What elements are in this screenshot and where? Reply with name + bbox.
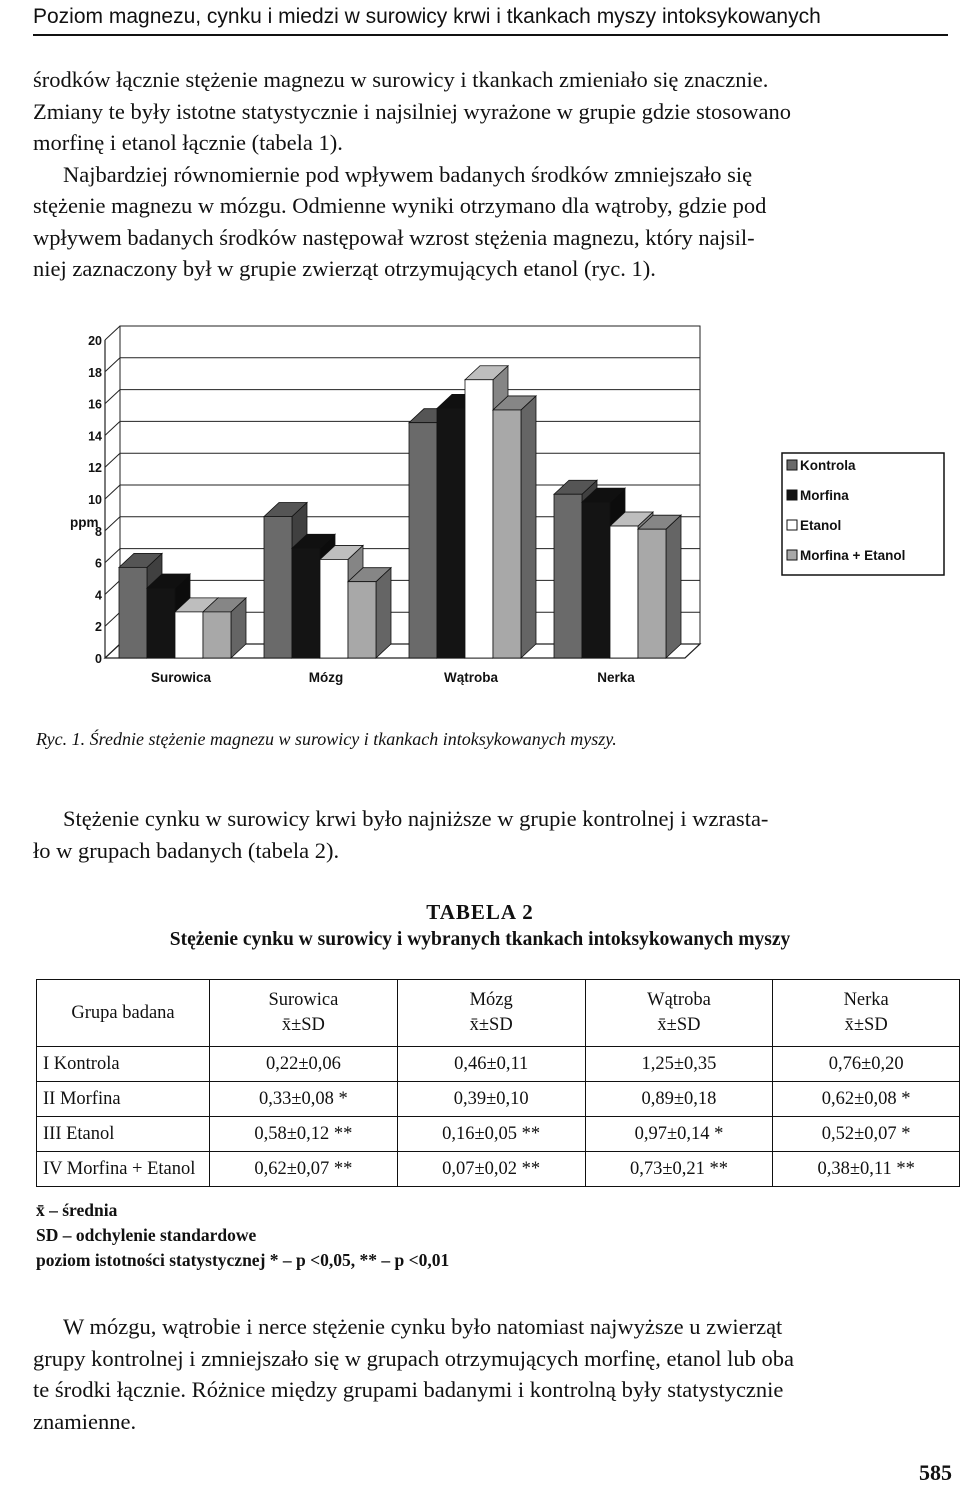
table-cell: 0,97±0,14 * [585, 1117, 773, 1152]
bar [264, 516, 292, 658]
paragraph-line: Zmiany te były istotne statystycznie i najsilniej wyrażone w grupie gdzie stosowano [33, 98, 791, 124]
paragraph-zinc-tissues [33, 1311, 958, 1437]
table-row [37, 1152, 960, 1187]
y-tick-label: 4 [95, 588, 102, 603]
table-notes [36, 1198, 449, 1273]
row-label: IV Morfina + Etanol [37, 1152, 210, 1187]
bar [465, 380, 493, 658]
column-name: Mózg [469, 990, 513, 1010]
paragraph-magnesium [33, 64, 958, 285]
x-tick-label: Surowica [150, 670, 212, 685]
paragraph-line: grupy kontrolnej i zmniejszało się w grupach otrzymujących morfinę, etanol lub oba [33, 1345, 795, 1371]
legend-label: Etanol [800, 518, 842, 533]
bar [147, 588, 175, 658]
table-cell: 0,58±0,12 ** [210, 1117, 398, 1152]
y-tick-label: 2 [95, 620, 102, 635]
bar-side [521, 396, 536, 658]
note-line: SD – odchylenie standardowe [36, 1225, 257, 1245]
zinc-table [36, 979, 960, 1187]
gridline-diagonal [105, 453, 120, 467]
x-tick-label: Mózg [308, 670, 344, 685]
y-tick-label: 10 [88, 493, 102, 507]
bar [554, 494, 582, 658]
legend-label: Morfina [800, 488, 849, 503]
table-cell: 0,76±0,20 [773, 1047, 960, 1082]
column-name: Wątroba [647, 990, 711, 1010]
y-tick-label: 8 [95, 524, 102, 539]
row-label: III Etanol [37, 1117, 210, 1152]
table-cell: 0,39±0,10 [397, 1082, 585, 1117]
running-header: Poziom magnezu, cynku i miedzi w surowicy krwi i tkankach myszy intoksykowanych [33, 2, 948, 36]
column-sub: x̄±SD [281, 1015, 325, 1035]
gridline-diagonal [105, 390, 120, 404]
paragraph-line: środków łącznie stężenie magnezu w surowicy i tkankach zmieniało się znacznie. [33, 67, 769, 92]
bar [638, 529, 666, 658]
paragraph-line: W mózgu, wątrobie i nerce stężenie cynku było natomiast najwyższe u zwierząt [63, 1314, 783, 1339]
paragraph-line: Stężenie cynku w surowicy krwi było najniższe w grupie kontrolnej i wzrasta- [63, 806, 769, 831]
legend-label: Morfina + Etanol [800, 548, 906, 563]
page-number: 585 [919, 1460, 952, 1485]
legend-swatch [787, 490, 797, 500]
table-row [37, 1117, 960, 1152]
note-line: x̄ – średnia [36, 1200, 118, 1220]
legend-swatch [787, 550, 797, 560]
paragraph-line: Najbardziej równomiernie pod wpływem badanych środków zmniejszało się [63, 161, 753, 187]
table-cell: 0,16±0,05 ** [397, 1117, 585, 1152]
row-label: II Morfina [37, 1082, 210, 1117]
bar [610, 526, 638, 658]
y-tick-label: 0 [95, 652, 102, 666]
gridline-diagonal [105, 485, 120, 499]
table-cell: 0,73±0,21 ** [585, 1152, 773, 1187]
gridline-diagonal [105, 612, 120, 626]
column-sub: x̄±SD [844, 1015, 888, 1035]
legend-swatch [787, 460, 797, 470]
y-tick-label: 12 [88, 461, 102, 476]
column-name: Surowica [268, 990, 339, 1010]
bar [119, 567, 147, 658]
bar-side [666, 515, 681, 658]
y-tick-label: 14 [88, 429, 102, 444]
table-cell: 0,33±0,08 * [210, 1082, 398, 1117]
x-tick-label: Nerka [597, 670, 635, 685]
paragraph-line: morfinę i etanol łącznie (tabela 1). [33, 130, 343, 155]
y-axis-label: ppm [70, 514, 99, 530]
paragraph-line: ło w grupach badanych (tabela 2). [33, 837, 340, 863]
paragraph-line: stężenie magnezu w mózgu. Odmienne wyniki otrzymano dla wątroby, gdzie pod [33, 193, 767, 218]
bar [409, 423, 437, 658]
table-label: TABELA 2 [426, 900, 534, 924]
column-name: Nerka [843, 990, 889, 1010]
bar [348, 582, 376, 658]
bar [320, 559, 348, 658]
header-column [210, 980, 398, 1047]
table-cell: 0,62±0,07 ** [210, 1152, 398, 1187]
gridline-diagonal [105, 358, 120, 372]
gridline-diagonal [105, 421, 120, 435]
bar [203, 612, 231, 658]
header-column [585, 980, 773, 1047]
table-header-row [37, 980, 960, 1047]
gridline-diagonal [105, 580, 120, 594]
table-title: Stężenie cynku w surowicy i wybranych tkankach intoksykowanych myszy [169, 929, 791, 950]
legend-label: Kontrola [800, 458, 856, 473]
y-tick-label: 18 [88, 365, 102, 380]
paragraph-line: wpływem badanych środków następował wzrost stężenia magnezu, który najsil- [33, 224, 755, 250]
header-column [397, 980, 585, 1047]
row-label: I Kontrola [37, 1047, 210, 1082]
bar [437, 408, 465, 658]
gridline-diagonal [105, 326, 120, 340]
table-row [37, 1082, 960, 1117]
bar-side [376, 568, 391, 658]
table-cell: 0,38±0,11 ** [773, 1152, 960, 1187]
column-sub: x̄±SD [469, 1015, 513, 1035]
bar [292, 548, 320, 658]
header-column [773, 980, 960, 1047]
y-tick-label: 16 [88, 397, 102, 412]
table-cell: 0,07±0,02 ** [397, 1152, 585, 1187]
bar [493, 410, 521, 658]
x-tick-label: Wątroba [444, 670, 498, 685]
table-cell: 0,46±0,11 [397, 1047, 585, 1082]
table-row [37, 1047, 960, 1082]
paragraph-line: niej zaznaczony był w grupie zwierząt otrzymujących etanol (ryc. 1). [33, 256, 656, 281]
column-sub: x̄±SD [657, 1015, 701, 1035]
bar [582, 502, 610, 658]
gridline-diagonal [105, 517, 120, 531]
legend-swatch [787, 520, 797, 530]
table-cell: 0,89±0,18 [585, 1082, 773, 1117]
note-line: poziom istotności statystycznej * – p <0,05, ** – p <0,01 [36, 1250, 450, 1270]
table-cell: 0,62±0,08 * [773, 1082, 960, 1117]
gridline-diagonal [105, 549, 120, 563]
y-tick-label: 20 [88, 334, 102, 348]
paragraph-zinc-serum [33, 803, 958, 866]
bar [175, 612, 203, 658]
figure-caption: Ryc. 1. Średnie stężenie magnezu w surowicy i tkankach intoksykowanych myszy. [36, 729, 617, 749]
magnesium-bar-chart [60, 320, 950, 705]
table-cell: 0,22±0,06 [210, 1047, 398, 1082]
table-cell: 0,52±0,07 * [773, 1117, 960, 1152]
paragraph-line: te środki łącznie. Różnice między grupami badanymi i kontrolną były statystycznie [33, 1377, 784, 1402]
paragraph-line: znamienne. [33, 1408, 137, 1434]
y-tick-label: 6 [95, 556, 102, 571]
table-cell: 1,25±0,35 [585, 1047, 773, 1082]
header-group: Grupa badana [37, 980, 210, 1047]
